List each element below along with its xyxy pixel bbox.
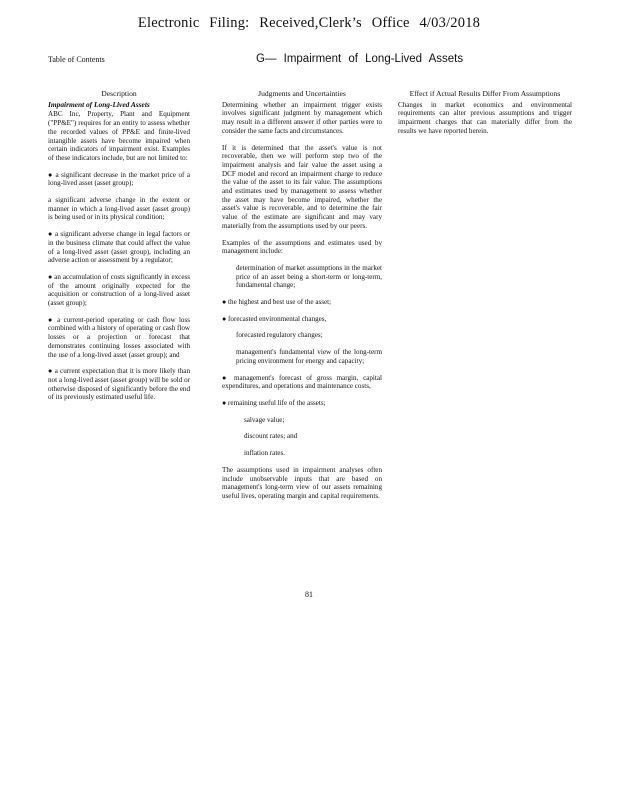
description-column (48, 90, 190, 410)
indicator-bullet-2: a significant adverse change in the extent or manner in which a long-lived asset (asset group) is being used or in its physical condition; (48, 196, 190, 222)
judgments-paragraph-1: Determining whether an impairment trigger exists involves significant judgment by management which may result in a different answer if other parties were to consider the same facts and circumstances. (222, 100, 382, 135)
judgments-paragraph-4: The assumptions used in impairment analyses often include unobservable inputs that are based on management's long-term view of our assets remaining useful lives, operating margin and capital requirements. (222, 465, 382, 500)
judgments-column (222, 90, 382, 509)
description-heading: Description (101, 89, 137, 98)
assumption-item-1: determination of market assumptions in the market price of an asset being a short-term or long-term, fundamental change; (236, 263, 382, 290)
indicator-bullet-1: ● a significant decrease in the market price of a long-lived asset (asset group); (48, 170, 190, 188)
indicator-bullet-4: ● an accumulation of costs significantly in excess of the amount originally expected for the acquisition or construction of a long-lived asset (asset group); (48, 272, 190, 308)
assumption-item-8: salvage value; (244, 415, 285, 424)
indicator-bullet-6: ● a current expectation that it is more likely than not a long-lived asset (asset group) will be sold or otherwise disposed of significantly before the end of its previously estimated useful life. (48, 367, 190, 402)
assumption-item-6: ● management's forecast of gross margin, capital expenditures, and operations and maintenance costs, (222, 373, 382, 391)
judgments-paragraph-3: Examples of the assumptions and estimates used by management include: (222, 238, 382, 256)
assumption-item-9: discount rates; and (244, 432, 298, 441)
assumption-item-2: ● the highest and best use of the asset; (222, 298, 332, 307)
page-number: 81 (305, 590, 313, 599)
effect-heading: Effect if Actual Results Differ From Assumptions (409, 89, 561, 98)
filing-banner: Electronic Filing: Received,Clerk’s Office 4/03/2018 (137, 15, 481, 31)
description-subheading: Impairment of Long-Lived Assets (48, 99, 150, 109)
assumption-item-4: forecasted regulatory changes; (236, 331, 323, 340)
judgments-heading: Judgments and Uncertainties (258, 89, 346, 98)
indicator-bullet-3: ● a significant adverse change in legal factors or in the business climate that could affect the value of a long-lived asset (asset group), including an adverse action or assessment by a regulator; (48, 230, 190, 265)
description-intro: ABC Inc, Property, Plant and Equipment ("PP&E") requires for an entity to assess whether the recorded values of PP&E and finite-lived intangible assets have become impaired when certain indicators of impairment exist. Examples of these indicators include, but are not limited to: (48, 110, 190, 162)
judgments-paragraph-2: If it is determined that the asset's value is not recoverable, then we will perform step two of the impairment analysis and fair value the asset using a DCF model and record an impairment charge to reduce the value of the asset to its fair value. The assumptions and estimates used by management to assess whether the asset may have become impaired, whether the asset's value is recoverable, and to determine the fair value of the estimate are significant and may vary materially from the assumptions used by our peers. (222, 143, 382, 230)
indicator-bullet-5: ● a current-period operating or cash flow loss combined with a history of operating or cash flow losses or a projection or forecast that demonstrates continuing losses associated with the use of a long-lived asset (asset group); and (48, 315, 190, 359)
assumption-item-5: management's fundamental view of the long-term pricing environment for energy and capacity; (236, 348, 382, 365)
assumption-item-3: ● forecasted environmental changes, (222, 314, 327, 323)
effect-paragraph: Changes in market economics and environmental requirements can alter previous assumptions and trigger impairment charges that can materially differ from the results we have reported herein. (398, 100, 572, 135)
effect-column (398, 90, 572, 144)
assumption-item-10: inflation rates. (244, 449, 285, 458)
table-of-contents-link[interactable]: Table of Contents (48, 55, 105, 64)
assumption-item-7: ● remaining useful life of the assets; (222, 398, 326, 407)
section-title: G— Impairment of Long-Lived Assets (256, 53, 464, 65)
